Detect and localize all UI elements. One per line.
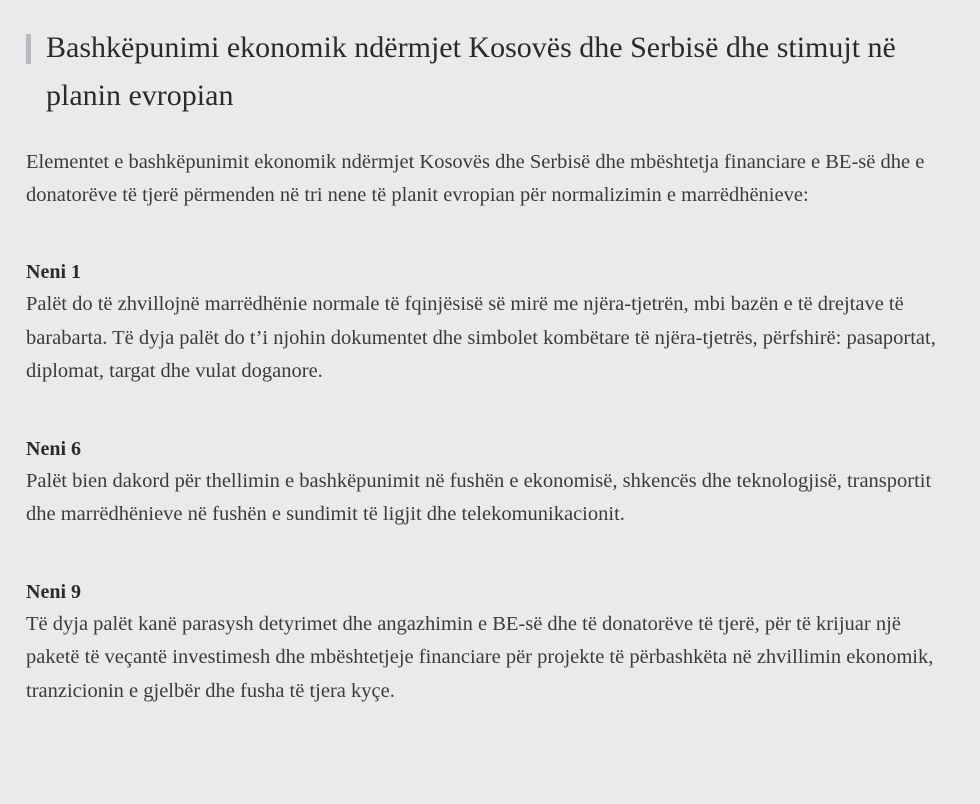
article-text: Palët do të zhvillojnë marrëdhënie normale të fqinjësisë së mirë me njëra-tjetrën, mbi bazën e të drejtave të barabarta. Të dyja palët do t’i njohin dokumentet dhe simbolet kombëtare të njëra-tjetrës, përfshirë: pasaportat, diplomat, targat dhe vulat doganore.	[26, 293, 936, 382]
article-title: Neni 1	[26, 261, 81, 283]
article-title: Neni 9	[26, 580, 81, 603]
article-neni-6	[26, 433, 940, 532]
article-text: Të dyja palët kanë parasysh detyrimet dhe angazhimin e BE-së dhe të donatorëve të tjerë, për të krijuar një paketë të veçantë investimesh dhe mbështetjeje financiare për projekte të përbashkëta në zhvillimin ekonomik, tranzicionin e gjelbër dhe fusha të tjera kyçe.	[26, 612, 934, 702]
section-heading	[26, 24, 940, 120]
article-title: Neni 6	[26, 437, 81, 460]
article-neni-9	[26, 576, 940, 709]
article-neni-1	[26, 256, 940, 389]
heading-text: Bashkëpunimi ekonomik ndërmjet Kosovës dhe Serbisë dhe stimujt në planin evropian	[46, 31, 896, 112]
intro-paragraph: Elementet e bashkëpunimit ekonomik ndërmjet Kosovës dhe Serbisë dhe mbështetja financiare e BE-së dhe e donatorëve të tjerë përmenden në tri nene të planit evropian për normalizimin e marrëdhënieve:	[26, 151, 925, 206]
article-text: Palët bien dakord për thellimin e bashkëpunimit në fushën e ekonomisë, shkencës dhe teknologjisë, transportit dhe marrëdhënieve në fushën e sundimit të ligjit dhe telekomunikacionit.	[26, 469, 932, 525]
heading-accent-bar	[26, 34, 31, 64]
